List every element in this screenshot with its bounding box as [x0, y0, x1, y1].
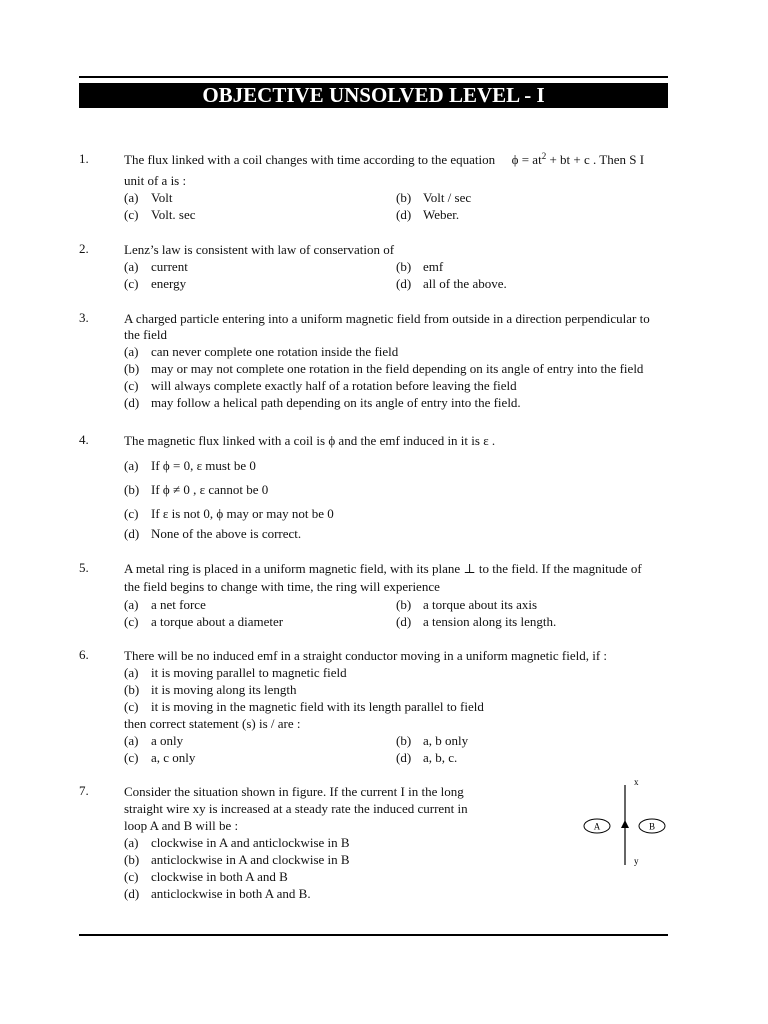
- option-d[interactable]: (d) Weber.: [396, 207, 460, 222]
- option-d[interactable]: (d) a tension along its length.: [396, 614, 557, 629]
- option-d[interactable]: (d) anticlockwise in both A and B.: [124, 886, 311, 901]
- question-text: A charged particle entering into a uniform magnetic field from outside in a direction perpendicular to: [124, 311, 650, 326]
- question-text: The flux linked with a coil changes with time according to the equation $\phi = at^2$ + bt + c . Then S I: [124, 151, 645, 167]
- loop-b-label: B: [648, 821, 656, 832]
- question-number: 2.: [79, 241, 89, 256]
- option-b[interactable]: (b) a torque about its axis: [396, 597, 538, 612]
- question-number: 5.: [79, 560, 89, 575]
- option-a[interactable]: (a) clockwise in A and anticlockwise in B: [124, 835, 350, 850]
- question-text: loop A and B will be :: [124, 818, 239, 833]
- question-text: the field: [124, 327, 167, 342]
- option-d[interactable]: (d) a, b, c.: [396, 750, 458, 765]
- question-text: the field begins to change with time, the ring will experience: [124, 579, 440, 594]
- loop-a-label: A: [593, 821, 601, 832]
- question-number: 3.: [79, 310, 89, 325]
- question-text: then correct statement (s) is / are :: [124, 716, 301, 731]
- option-a[interactable]: (a) If ϕ = 0, ε must be 0: [124, 458, 256, 473]
- flux-equation: $\phi = at^2$ + bt + c: [511, 151, 590, 167]
- option-d[interactable]: (d) None of the above is correct.: [124, 526, 302, 541]
- question-number: 1.: [79, 151, 89, 166]
- statement-a: (a) it is moving parallel to magnetic field: [124, 665, 347, 680]
- page-title: OBJECTIVE UNSOLVED LEVEL - I: [79, 83, 668, 108]
- question-text: straight wire xy is increased at a steady rate the induced current in: [124, 801, 468, 816]
- option-c[interactable]: (c) Volt. sec: [124, 207, 196, 222]
- question-number: 6.: [79, 647, 89, 662]
- statement-b: (b) it is moving along its length: [124, 682, 297, 697]
- option-c[interactable]: (c) a, c only: [124, 750, 196, 765]
- option-c[interactable]: (c) clockwise in both A and B: [124, 869, 288, 884]
- wire-label-y: y: [634, 856, 639, 866]
- option-b[interactable]: (b) anticlockwise in A and clockwise in B: [124, 852, 350, 867]
- option-c[interactable]: (c) energy: [124, 276, 187, 291]
- option-a[interactable]: (a) Volt: [124, 190, 173, 205]
- option-c[interactable]: (c) a torque about a diameter: [124, 614, 284, 629]
- question-text: unit of a is :: [124, 173, 187, 188]
- option-a[interactable]: (a) a only: [124, 733, 184, 748]
- option-b[interactable]: (b) may or may not complete one rotation in the field depending on its angle of entry into the field: [124, 361, 644, 376]
- option-b[interactable]: (b) Volt / sec: [396, 190, 472, 205]
- question-text: A metal ring is placed in a uniform magnetic field, with its plane ⊥ to the field. If the magnitude of: [124, 561, 642, 576]
- top-rule: [79, 76, 668, 78]
- question-text: The magnetic flux linked with a coil is ϕ and the emf induced in it is ε .: [124, 433, 496, 448]
- option-c[interactable]: (c) will always complete exactly half of a rotation before leaving the field: [124, 378, 517, 393]
- option-d[interactable]: (d) all of the above.: [396, 276, 507, 291]
- option-b[interactable]: (b) a, b only: [396, 733, 469, 748]
- question-number: 7.: [79, 783, 89, 798]
- option-a[interactable]: (a) a net force: [124, 597, 206, 612]
- current-arrow-icon: [621, 820, 629, 828]
- option-c[interactable]: (c) If ε is not 0, ϕ may or may not be 0: [124, 506, 334, 521]
- option-b[interactable]: (b) If ϕ ≠ 0 , ε cannot be 0: [124, 482, 269, 497]
- option-a[interactable]: (a) can never complete one rotation inside the field: [124, 344, 399, 359]
- wire-label-x: x: [634, 777, 639, 787]
- question-text: Lenz’s law is consistent with law of conservation of: [124, 242, 395, 257]
- bottom-rule: [79, 934, 668, 936]
- statement-c: (c) it is moving in the magnetic field with its length parallel to field: [124, 699, 484, 714]
- question-number: 4.: [79, 432, 89, 447]
- option-d[interactable]: (d) may follow a helical path depending on its angle of entry into the field.: [124, 395, 521, 410]
- wire-loops-figure: [578, 775, 670, 867]
- option-b[interactable]: (b) emf: [396, 259, 444, 274]
- question-text: There will be no induced emf in a straight conductor moving in a uniform magnetic field, if :: [124, 648, 608, 663]
- question-text: Consider the situation shown in figure. If the current I in the long: [124, 784, 464, 799]
- option-a[interactable]: (a) current: [124, 259, 188, 274]
